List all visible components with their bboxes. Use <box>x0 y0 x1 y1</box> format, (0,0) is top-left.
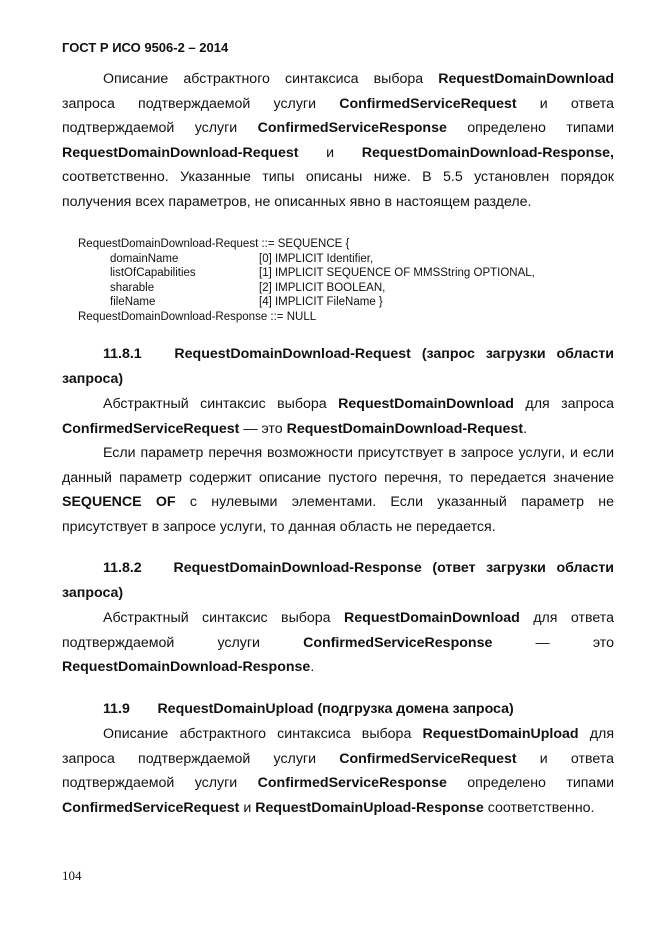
paragraph-intro <box>62 67 614 214</box>
code-type: [4] IMPLICIT FileName } <box>259 296 383 308</box>
code-type: [0] IMPLICIT Identifier, <box>259 252 374 265</box>
bold-term: ConfirmedServiceResponse <box>303 634 493 651</box>
bold-term: RequestDomainDownload-Response <box>62 659 311 675</box>
code-row <box>78 266 535 281</box>
text: Описание абстрактного синтаксиса выбора <box>103 71 439 87</box>
code-row <box>78 281 386 296</box>
text: — это <box>492 634 615 651</box>
code-type: [2] IMPLICIT BOOLEAN, <box>259 281 386 294</box>
paragraph-11-8-2-syntax <box>62 606 614 680</box>
text: для запроса подтверждаемой услуги <box>62 726 614 767</box>
text: соответственно. <box>483 799 595 816</box>
text: и ответа подтверждаемой услуги <box>62 750 614 791</box>
section-title: RequestDomainDownload-Request (запрос загрузки области запроса) <box>62 346 614 387</box>
bold-term: ConfirmedServiceResponse <box>257 775 447 791</box>
bold-term: RequestDomainUpload-Response <box>255 799 484 816</box>
section-title: RequestDomainUpload (подгрузка домена запроса) <box>157 701 514 717</box>
code-row <box>78 252 374 267</box>
code-row <box>78 295 383 310</box>
code-type: [1] IMPLICIT SEQUENCE OF MMSString OPTIONAL, <box>259 267 535 279</box>
bold-term: SEQUENCE OF <box>62 494 176 510</box>
section-number: 11.9 <box>103 701 130 717</box>
text: и ответа подтверждаемой услуги <box>62 95 614 136</box>
code-field: listOfCapabilities <box>110 267 196 279</box>
bold-term: ConfirmedServiceResponse <box>257 120 447 136</box>
bold-term: RequestDomainDownload <box>338 396 514 412</box>
section-heading-11-8-1 <box>62 342 614 391</box>
bold-term: RequestDomainDownload-Request <box>286 420 524 437</box>
text: и <box>298 144 362 161</box>
text: соответственно. Указанные типы описаны ниже. В 5.5 установлен порядок получения всех параметров, не описанных явно в настоящем разделе. <box>62 169 614 210</box>
bold-term: RequestDomainDownload <box>438 71 614 87</box>
code-line: RequestDomainDownload-Request ::= SEQUENCE { <box>78 238 350 250</box>
text: Абстрактный синтаксис выбора <box>103 610 345 626</box>
document-header: ГОСТ Р ИСО 9506-2 – 2014 <box>62 40 229 55</box>
code-field: fileName <box>110 296 156 308</box>
bold-term: ConfirmedServiceRequest <box>62 799 240 816</box>
page-number: 104 <box>62 868 82 883</box>
section-heading-11-9 <box>62 697 614 722</box>
text: запроса подтверждаемой услуги <box>62 95 340 112</box>
asn1-code-block <box>78 237 535 324</box>
section-title: RequestDomainDownload-Response (ответ загрузки области запроса) <box>62 560 614 601</box>
text: определено типами <box>446 775 614 791</box>
bold-term: ConfirmedServiceRequest <box>339 95 517 112</box>
code-line: RequestDomainDownload-Response ::= NULL <box>78 310 317 323</box>
bold-term: RequestDomainUpload <box>422 726 579 742</box>
text: . <box>523 420 528 437</box>
text: — это <box>239 420 287 437</box>
text: Описание абстрактного синтаксиса выбора <box>103 726 423 742</box>
text: Если параметр перечня возможности присутствует в запросе услуги, и если данный параметр содержит описание пустого перечня, то передается значение <box>62 445 614 486</box>
section-number: 11.8.2 <box>103 560 142 576</box>
text: . <box>310 659 315 675</box>
paragraph-11-8-1-capabilities <box>62 441 614 539</box>
text: определено типами <box>446 120 614 136</box>
text: для ответа подтверждаемой услуги <box>62 610 614 651</box>
section-number: 11.8.1 <box>103 346 142 362</box>
paragraph-11-8-1-syntax <box>62 392 614 441</box>
bold-term: RequestDomainDownload-Response, <box>361 144 614 161</box>
code-field: domainName <box>110 252 179 265</box>
paragraph-11-9-intro <box>62 722 614 820</box>
code-field: sharable <box>110 281 155 294</box>
text: с нулевыми элементами. Если указанный параметр не присутствует в запросе услуги, то данная область не передается. <box>62 494 614 535</box>
section-heading-11-8-2 <box>62 556 614 605</box>
bold-term: RequestDomainDownload <box>344 610 520 626</box>
text: Абстрактный синтаксис выбора <box>103 396 339 412</box>
text: для запроса <box>513 396 615 412</box>
bold-term: ConfirmedServiceRequest <box>339 750 517 767</box>
bold-term: RequestDomainDownload-Request <box>62 144 299 161</box>
bold-term: ConfirmedServiceRequest <box>62 420 240 437</box>
text: и <box>239 799 256 816</box>
